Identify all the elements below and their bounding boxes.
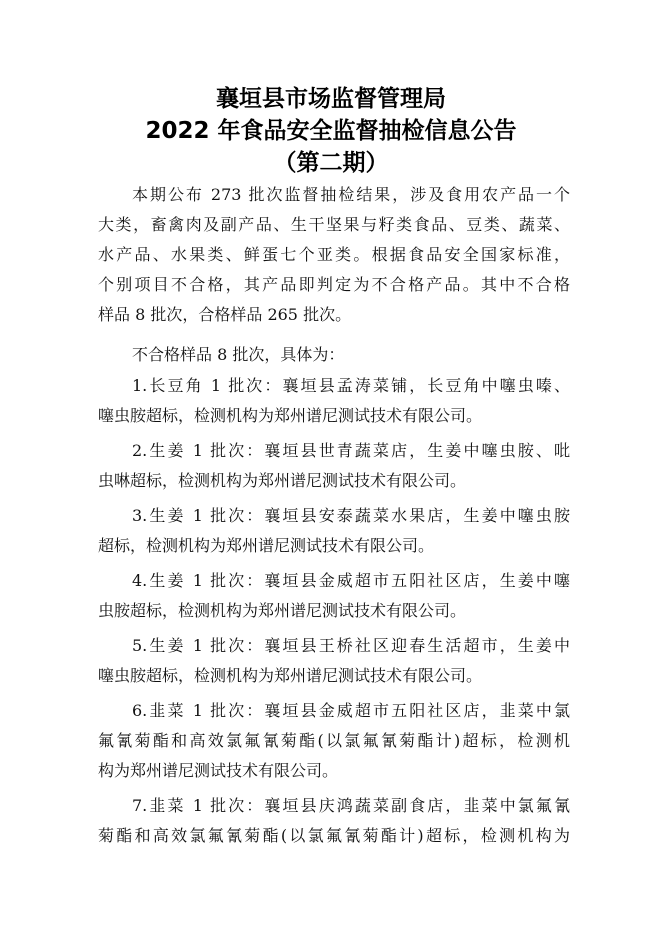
text-line: 噻虫胺超标，检测机构为郑州谱尼测试技术有限公司。 bbox=[98, 666, 483, 685]
item-6 bbox=[98, 696, 570, 786]
text-line: 1.长豆角 1 批次：襄垣县孟涛菜铺，长豆角中噻虫嗪、 bbox=[132, 376, 570, 395]
text-line: 不合格样品 8 批次，具体为： bbox=[132, 345, 345, 364]
issue-number: （第二期） bbox=[273, 150, 389, 176]
item-7 bbox=[98, 791, 570, 851]
text-line: 7.韭菜 1 批次：襄垣县庆鸿蔬菜副食店，韭菜中氯氟氰 bbox=[132, 796, 570, 815]
text-line: 样品 8 批次，合格样品 265 批次。 bbox=[98, 305, 352, 324]
item-2 bbox=[98, 436, 570, 496]
item-4 bbox=[98, 566, 570, 626]
text-line: 水产品、水果类、鲜蛋七个亚类。根据食品安全国家标准， bbox=[98, 245, 570, 264]
text-line: 5.生姜 1 批次：襄垣县王桥社区迎春生活超市，生姜中 bbox=[132, 636, 570, 655]
text-line: 氟氰菊酯和高效氯氟氰菊酯(以氯氟氰菊酯计)超标，检测机 bbox=[98, 731, 570, 750]
text-line: 2.生姜 1 批次：襄垣县世青蔬菜店，生姜中噻虫胺、吡 bbox=[132, 441, 570, 460]
text-line: 构为郑州谱尼测试技术有限公司。 bbox=[98, 761, 339, 780]
item-1 bbox=[98, 371, 570, 431]
summary-paragraph bbox=[98, 340, 570, 370]
text-line: 3.生姜 1 批次：襄垣县安泰蔬菜水果店，生姜中噻虫胺 bbox=[132, 506, 570, 525]
text-line: 6.韭菜 1 批次：襄垣县金威超市五阳社区店，韭菜中氯 bbox=[132, 701, 570, 720]
text-line: 超标，检测机构为郑州谱尼测试技术有限公司。 bbox=[98, 536, 435, 555]
text-line: 4.生姜 1 批次：襄垣县金威超市五阳社区店，生姜中噻 bbox=[132, 571, 570, 590]
intro-paragraph bbox=[98, 180, 570, 330]
text-line: 大类，畜禽肉及副产品、生干坚果与籽类食品、豆类、蔬菜、 bbox=[98, 215, 570, 234]
text-line: 菊酯和高效氯氟氰菊酯(以氯氟氰菊酯计)超标，检测机构为 bbox=[98, 826, 570, 845]
item-3 bbox=[98, 501, 570, 561]
text-line: 本期公布 273 批次监督抽检结果，涉及食用农产品一个 bbox=[132, 185, 570, 204]
issuer-title: 襄垣县市场监督管理局 bbox=[216, 86, 446, 112]
announcement-title: 2022 年食品安全监督抽检信息公告 bbox=[145, 118, 517, 144]
text-line: 虫啉超标，检测机构为郑州谱尼测试技术有限公司。 bbox=[98, 471, 467, 490]
item-5 bbox=[98, 631, 570, 691]
text-line: 噻虫胺超标，检测机构为郑州谱尼测试技术有限公司。 bbox=[98, 406, 483, 425]
text-line: 个别项目不合格，其产品即判定为不合格产品。其中不合格 bbox=[98, 275, 570, 294]
text-line: 虫胺超标，检测机构为郑州谱尼测试技术有限公司。 bbox=[98, 601, 467, 620]
